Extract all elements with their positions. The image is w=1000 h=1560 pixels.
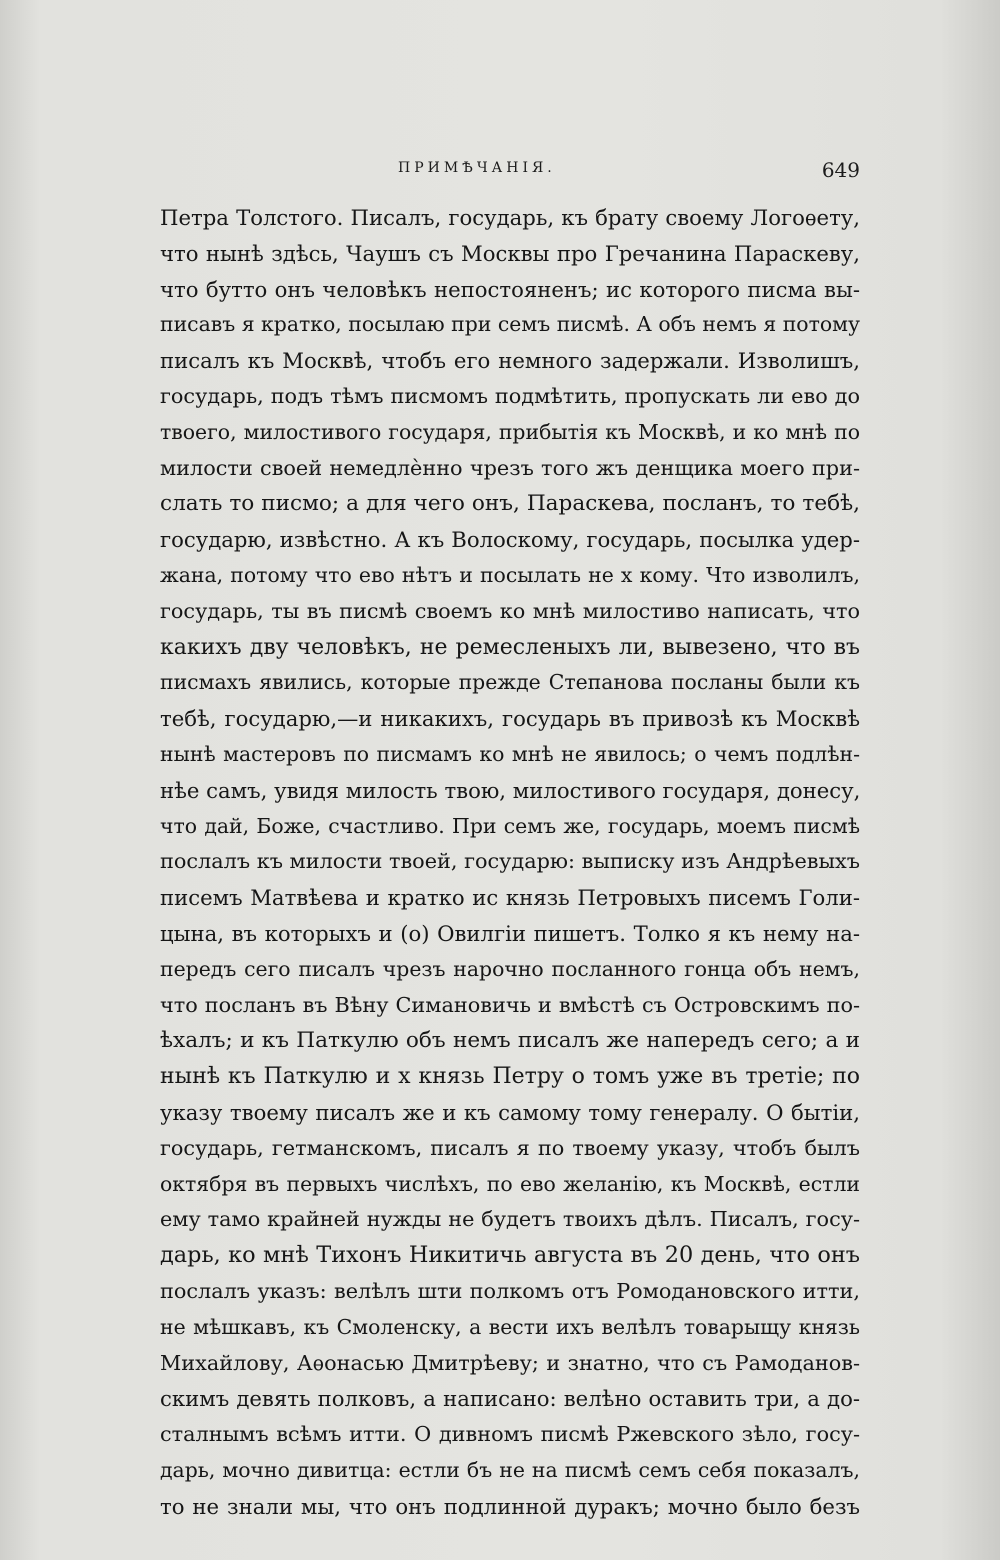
text-line: нынѣ мастеровъ по писмамъ ко мнѣ не явилось; о чемъ подлѣн- — [160, 741, 860, 766]
text-line: послалъ указъ: велѣлъ шти полкомъ отъ Ромодановского итти, — [160, 1278, 860, 1303]
text-line: нѣе самъ, увидя милость твою, милостивого государя, донесу, — [160, 777, 860, 803]
text-line: сталнымъ всѣмъ итти. О дивномъ писмѣ Ржевского зѣло, госу- — [160, 1422, 860, 1447]
text-line: скимъ девять полковъ, а написано: велѣно оставить три, а до- — [160, 1386, 860, 1412]
body-text — [160, 200, 860, 1524]
text-line: что нынѣ здѣсь, Чаушъ съ Москвы про Гречанина Параскеву, — [160, 240, 860, 266]
text-line: ему тамо крайней нужды не будетъ твоихъ дѣлъ. Писалъ, госу- — [160, 1207, 860, 1232]
text-line: слать то писмо; а для чего онъ, Параскева, посланъ, то тебѣ, — [160, 491, 860, 517]
text-line: Петра Толстого. Писалъ, государь, къ брату своему Логоѳету, — [160, 205, 860, 230]
text-line: послалъ къ милости твоей, государю: выписку изъ Андрѣевыхъ — [160, 849, 860, 874]
text-line: то не знали мы, что онъ подлинной дуракъ; мочно было безъ — [160, 1493, 860, 1519]
page-header — [160, 158, 860, 188]
running-head: ПРИМѢЧАНІЯ. — [398, 160, 556, 176]
text-line: государь, гетманскомъ, писалъ я по твоему указу, чтобъ былъ — [160, 1135, 860, 1160]
text-line: Михайлову, Аѳонасью Дмитрѣеву; и знатно, что съ Рамоданов- — [160, 1350, 860, 1375]
text-line: жана, потому что ево нѣтъ и посылать не х кому. Что изволилъ, — [160, 562, 860, 587]
text-line: что посланъ въ Вѣну Симановичь и вмѣстѣ съ Островскимъ по- — [160, 992, 860, 1017]
page-number: 649 — [821, 158, 860, 182]
text-line: дарь, мочно дивитца: естли бъ не на писмѣ семъ себя показалъ, — [160, 1457, 860, 1482]
text-line: писмахъ явились, которые прежде Степанова посланы были къ — [160, 670, 860, 695]
text-line: государь, ты въ писмѣ своемъ ко мнѣ милостиво написать, что — [160, 598, 860, 623]
text-line: не мѣшкавъ, къ Смоленску, а вести ихъ велѣлъ товарыщу князь — [160, 1314, 860, 1339]
text-line: государь, подъ тѣмъ писмомъ подмѣтить, пропускать ли ево до — [160, 383, 860, 408]
text-line: государю, извѣстно. А къ Волоскому, государь, посылка удер- — [160, 527, 860, 553]
text-line: какихъ дву человѣкъ, не ремесленыхъ ли, вывезено, что въ — [160, 634, 860, 660]
text-line: писемъ Матвѣева и кратко ис князь Петровыхъ писемъ Голи- — [160, 885, 860, 911]
text-line: писалъ къ Москвѣ, чтобъ его немного задержали. Изволишъ, — [160, 348, 860, 374]
text-line: твоего, милостивого государя, прибытія къ Москвѣ, и ко мнѣ по — [160, 419, 860, 444]
text-line: что бутто онъ человѣкъ непостояненъ; ис которого писма вы- — [160, 276, 860, 302]
text-line: октября въ первыхъ числѣхъ, по ево желанію, къ Москвѣ, естли — [160, 1171, 860, 1196]
text-line: указу твоему писалъ же и къ самому тому генералу. О бытіи, — [160, 1099, 860, 1125]
text-line: что дай, Боже, счастливо. При семъ же, государь, моемъ писмѣ — [160, 813, 860, 838]
text-line: тебѣ, государю,—и никакихъ, государь въ привозѣ къ Москвѣ — [160, 706, 860, 732]
text-line: ѣхалъ; и къ Паткулю объ немъ писалъ же напередъ сего; а и — [160, 1028, 860, 1054]
text-line: нынѣ къ Паткулю и х князь Петру о томъ уже въ третіе; по — [160, 1064, 860, 1090]
text-line: писавъ я кратко, посылаю при семъ писмѣ. А объ немъ я потому — [160, 312, 860, 337]
text-line: передъ сего писалъ чрезъ нарочно посланного гонца объ немъ, — [160, 956, 860, 981]
text-line: дарь, ко мнѣ Тихонъ Никитичь августа въ 20 день, что онъ — [160, 1242, 860, 1269]
text-line: цына, въ которыхъ и (о) Овилгіи пишетъ. Толко я къ нему на- — [160, 920, 860, 946]
text-line: милости своей немедлѐнно чрезъ того жъ денщика моего при- — [160, 455, 860, 480]
